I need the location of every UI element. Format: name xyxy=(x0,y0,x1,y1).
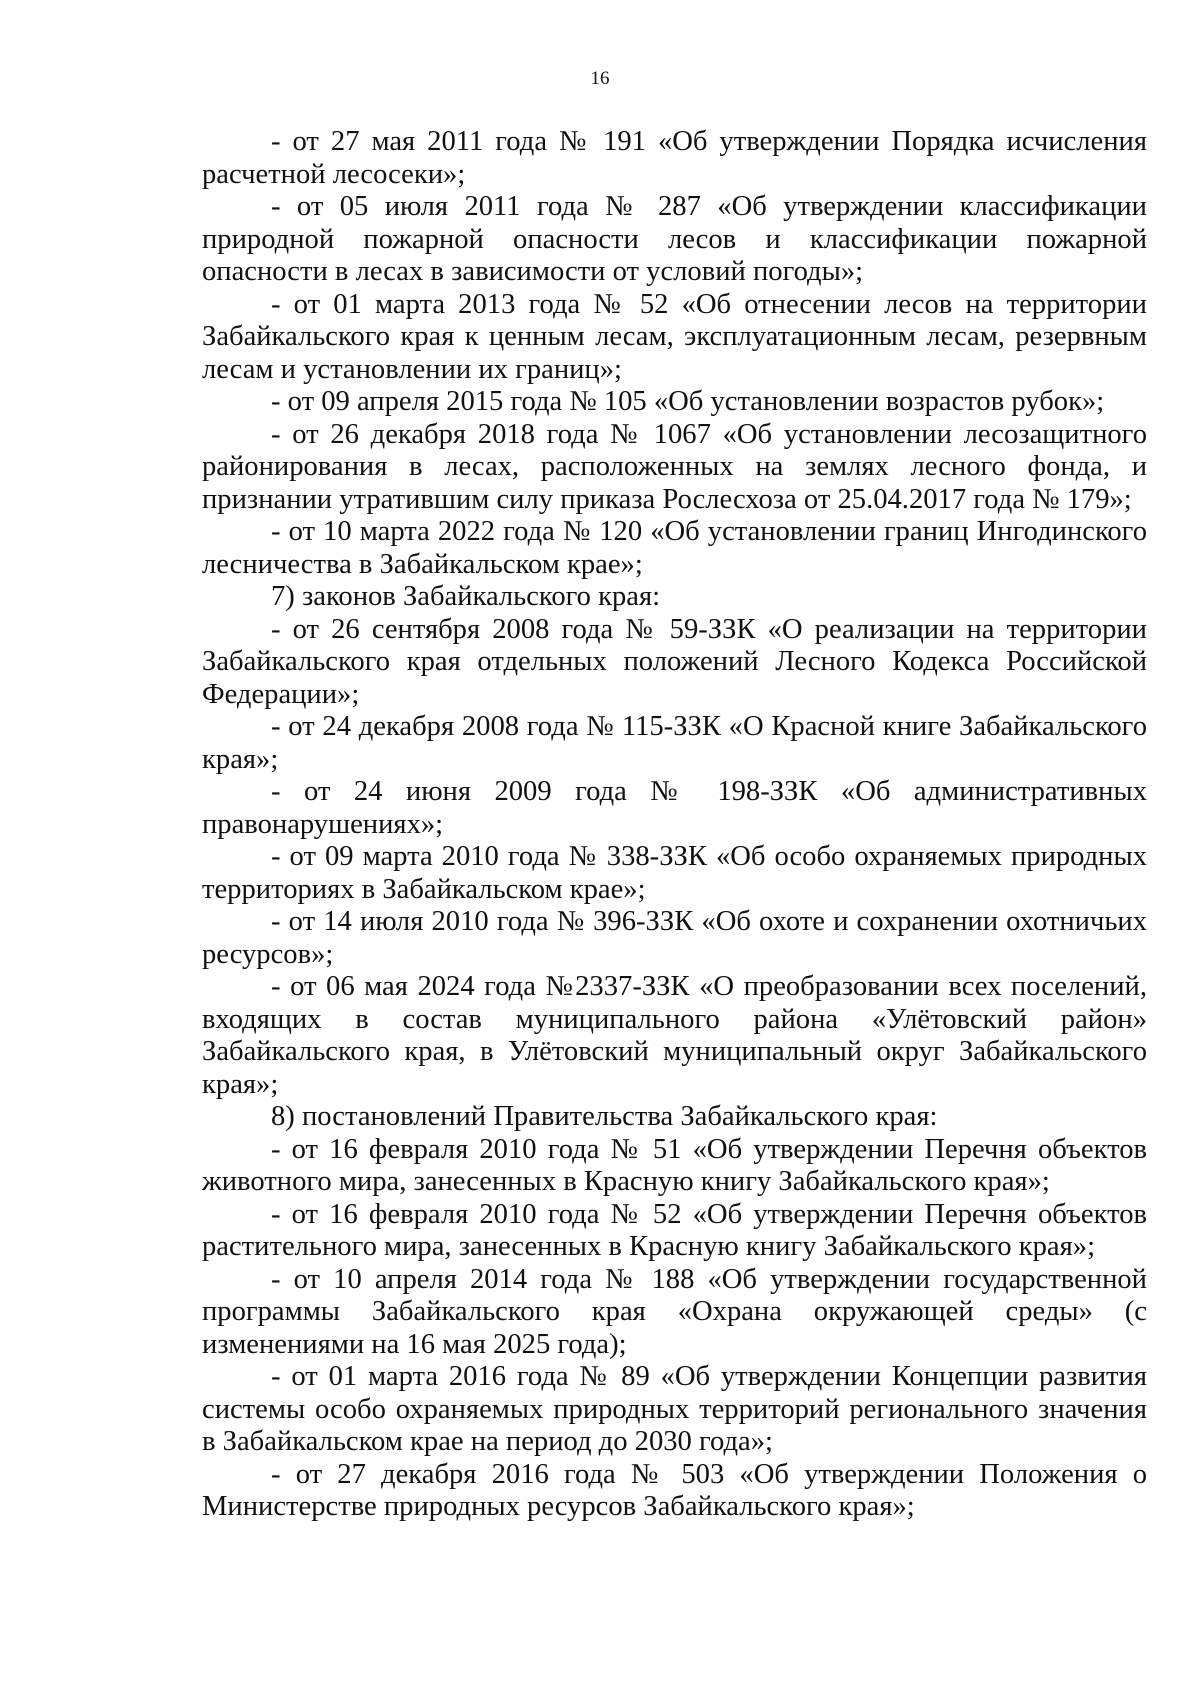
list-item: - от 09 апреля 2015 года № 105 «Об установлении возрастов рубок»; xyxy=(271,386,1105,417)
list-item: - от 24 декабря 2008 года № 115-ЗЗК «О Красной книге Забайкальского края»; xyxy=(202,711,1147,775)
list-item: - от 26 декабря 2018 года № 1067 «Об установлении лесозащитного районирования в лесах, расположенных на землях лесного фонда, и признании утратившим силу приказа Рослесхоза от 25.04.2017 года № 179»; xyxy=(202,418,1147,515)
list-item: - от 24 июня 2009 года № 198-ЗЗК «Об административных правонарушениях»; xyxy=(202,776,1147,840)
list-item: - от 14 июля 2010 года № 396-ЗЗК «Об охоте и сохранении охотничьих ресурсов»; xyxy=(202,906,1147,970)
list-item: - от 16 февраля 2010 года № 52 «Об утверждении Перечня объектов растительного мира, занесенных в Красную книгу Забайкальского края»; xyxy=(202,1198,1147,1262)
page-number: 16 xyxy=(590,68,610,89)
list-item: - от 09 марта 2010 года № 338-ЗЗК «Об особо охраняемых природных территориях в Забайкальском крае»; xyxy=(202,841,1147,905)
list-item: - от 06 мая 2024 года №2337-ЗЗК «О преобразовании всех поселений, входящих в состав муниципального района «Улётовский район» Забайкальского края, в Улётовский муниципальный округ Забайкальского края»; xyxy=(202,971,1147,1100)
list-item: - от 10 марта 2022 года № 120 «Об установлении границ Ингодинского лесничества в Забайкальском крае»; xyxy=(202,516,1147,580)
list-item: - от 01 марта 2013 года № 52 «Об отнесении лесов на территории Забайкальского края к ценным лесам, эксплуатационным лесам, резервным лесам и установлении их границ»; xyxy=(202,288,1147,385)
list-item: - от 27 декабря 2016 года № 503 «Об утверждении Положения о Министерстве природных ресурсов Забайкальского края»; xyxy=(202,1458,1147,1522)
list-item: - от 10 апреля 2014 года № 188 «Об утверждении государственной программы Забайкальского края «Охрана окружающей среды» (с изменениями на 16 мая 2025 года); xyxy=(202,1263,1147,1360)
list-item: - от 16 февраля 2010 года № 51 «Об утверждении Перечня объектов животного мира, занесенных в Красную книгу Забайкальского края»; xyxy=(202,1133,1147,1197)
list-item: - от 27 мая 2011 года № 191 «Об утверждении Порядка исчисления расчетной лесосеки»; xyxy=(202,126,1147,190)
section-heading: 8) постановлений Правительства Забайкальского края: xyxy=(271,1101,938,1132)
list-item: - от 05 июля 2011 года № 287 «Об утверждении классификации природной пожарной опасности лесов и классификации пожарной опасности в лесах в зависимости от условий погоды»; xyxy=(202,191,1147,287)
document-body xyxy=(202,126,1147,1524)
list-item: - от 26 сентября 2008 года № 59-ЗЗК «О реализации на территории Забайкальского края отдельных положений Лесного Кодекса Российской Федерации»; xyxy=(202,613,1147,710)
section-heading: 7) законов Забайкальского края: xyxy=(271,581,661,612)
list-item: - от 01 марта 2016 года № 89 «Об утверждении Концепции развития системы особо охраняемых природных территорий регионального значения в Забайкальском крае на период до 2030 года»; xyxy=(202,1361,1147,1457)
